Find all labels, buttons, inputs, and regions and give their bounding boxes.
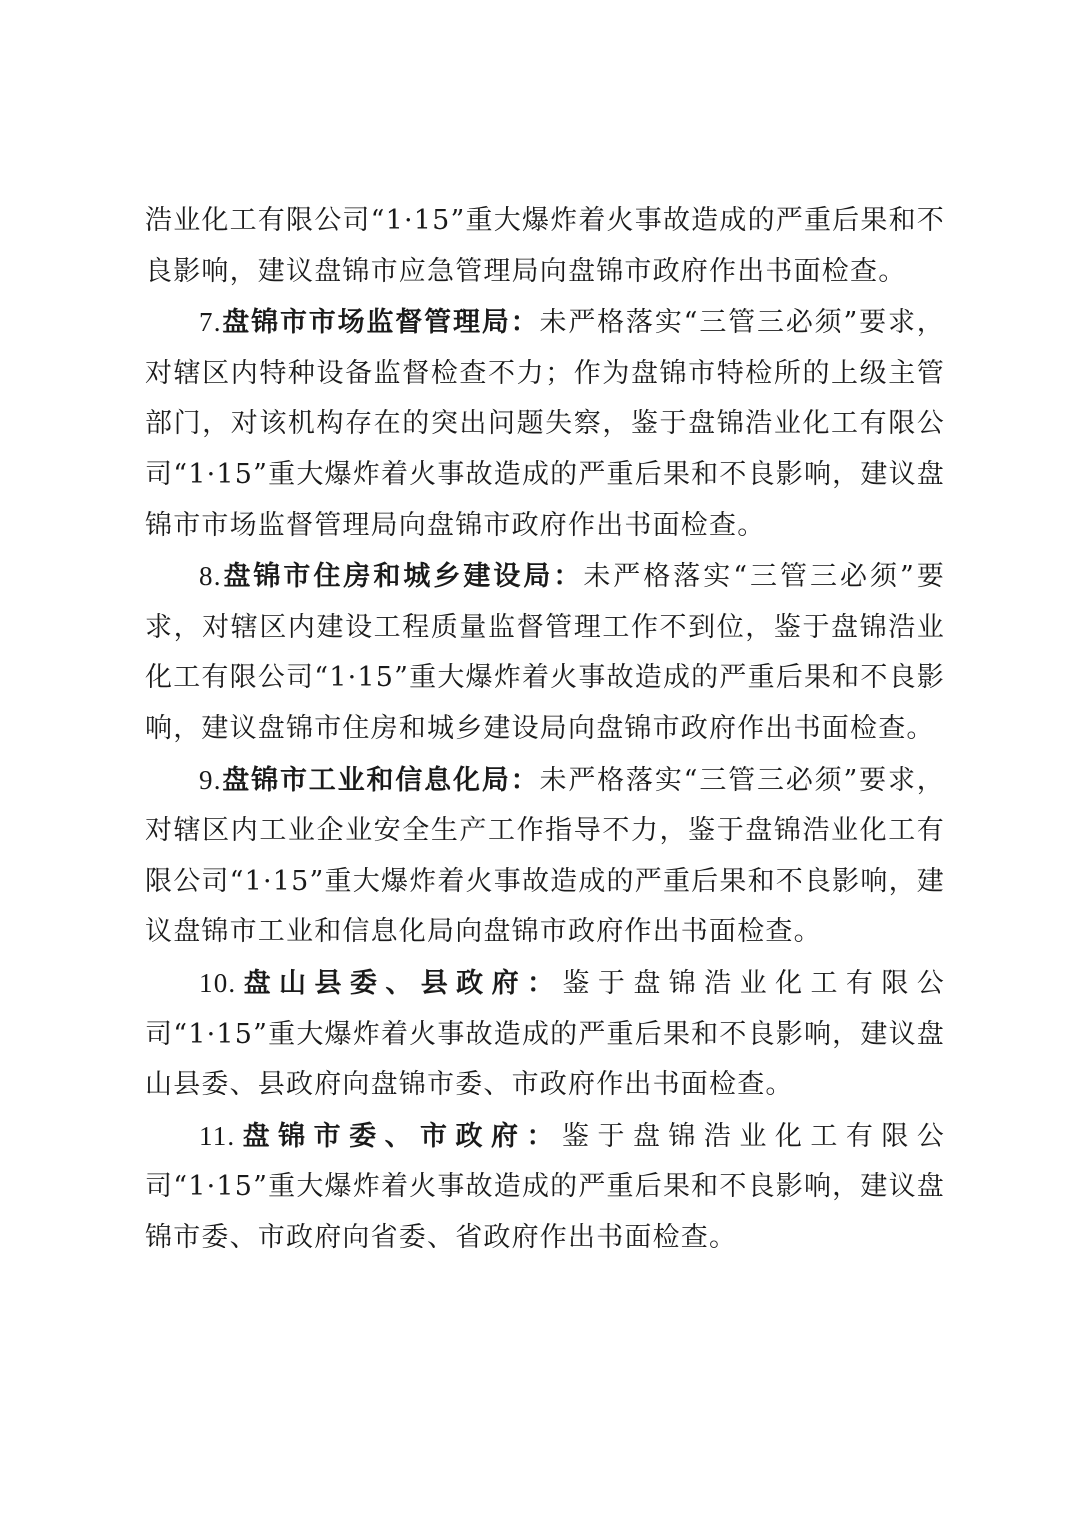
item-text: 未严格落实“三管三必须”要求，对辖区内特种设备监督检查不力；作为盘锦市特检所的上级主管部门，对该机构存在的突出问题失察，鉴于盘锦浩业化工有限公司“1·15”重大爆炸着火事故造成的严重后果和不良影响，建议盘锦市市场监督管理局向盘锦市政府作出书面检查。 <box>145 307 946 541</box>
paragraph-item-10 <box>145 958 945 1111</box>
item-text: 未严格落实“三管三必须”要求，对辖区内建设工程质量监督管理工作不到位，鉴于盘锦浩业化工有限公司“1·15”重大爆炸着火事故造成的严重后果和不良影响，建议盘锦市住房和城乡建设局向盘锦市政府作出书面检查。 <box>145 561 945 744</box>
item-text: 鉴于盘锦浩业化工有限公司“1·15”重大爆炸着火事故造成的严重后果和不良影响，建议盘锦市委、市政府向省委、省政府作出书面检查。 <box>145 1120 945 1253</box>
item-heading: 盘锦市委、市政府： <box>235 1120 562 1152</box>
item-heading: 盘锦市工业和信息化局： <box>221 764 540 796</box>
item-text: 未严格落实“三管三必须”要求，对辖区内工业企业安全生产工作指导不力，鉴于盘锦浩业化工有限公司“1·15”重大爆炸着火事故造成的严重后果和不良影响，建议盘锦市工业和信息化局向盘锦市政府作出书面检查。 <box>145 764 946 948</box>
item-number: 11. <box>199 1120 236 1151</box>
paragraph-item-9 <box>145 755 945 958</box>
item-heading: 盘锦市市场监督管理局： <box>221 307 540 339</box>
item-heading: 盘山县委、县政府： <box>236 967 563 999</box>
item-number: 9. <box>199 764 222 795</box>
paragraph-item-8 <box>145 551 945 754</box>
item-number: 8. <box>199 561 222 592</box>
paragraph-text: 浩业化工有限公司“1·15”重大爆炸着火事故造成的严重后果和不良影响，建议盘锦市应急管理局向盘锦市政府作出书面检查。 <box>145 205 945 287</box>
item-text: 鉴于盘锦浩业化工有限公司“1·15”重大爆炸着火事故造成的严重后果和不良影响，建议盘山县委、县政府向盘锦市委、市政府作出书面检查。 <box>145 967 945 1101</box>
paragraph-continuation <box>145 196 945 297</box>
item-heading: 盘锦市住房和城乡建设局： <box>221 561 584 593</box>
item-number: 10. <box>199 967 237 998</box>
paragraph-item-11 <box>145 1111 945 1264</box>
document-body <box>145 196 945 1263</box>
item-number: 7. <box>199 307 222 338</box>
paragraph-item-7 <box>145 297 945 551</box>
